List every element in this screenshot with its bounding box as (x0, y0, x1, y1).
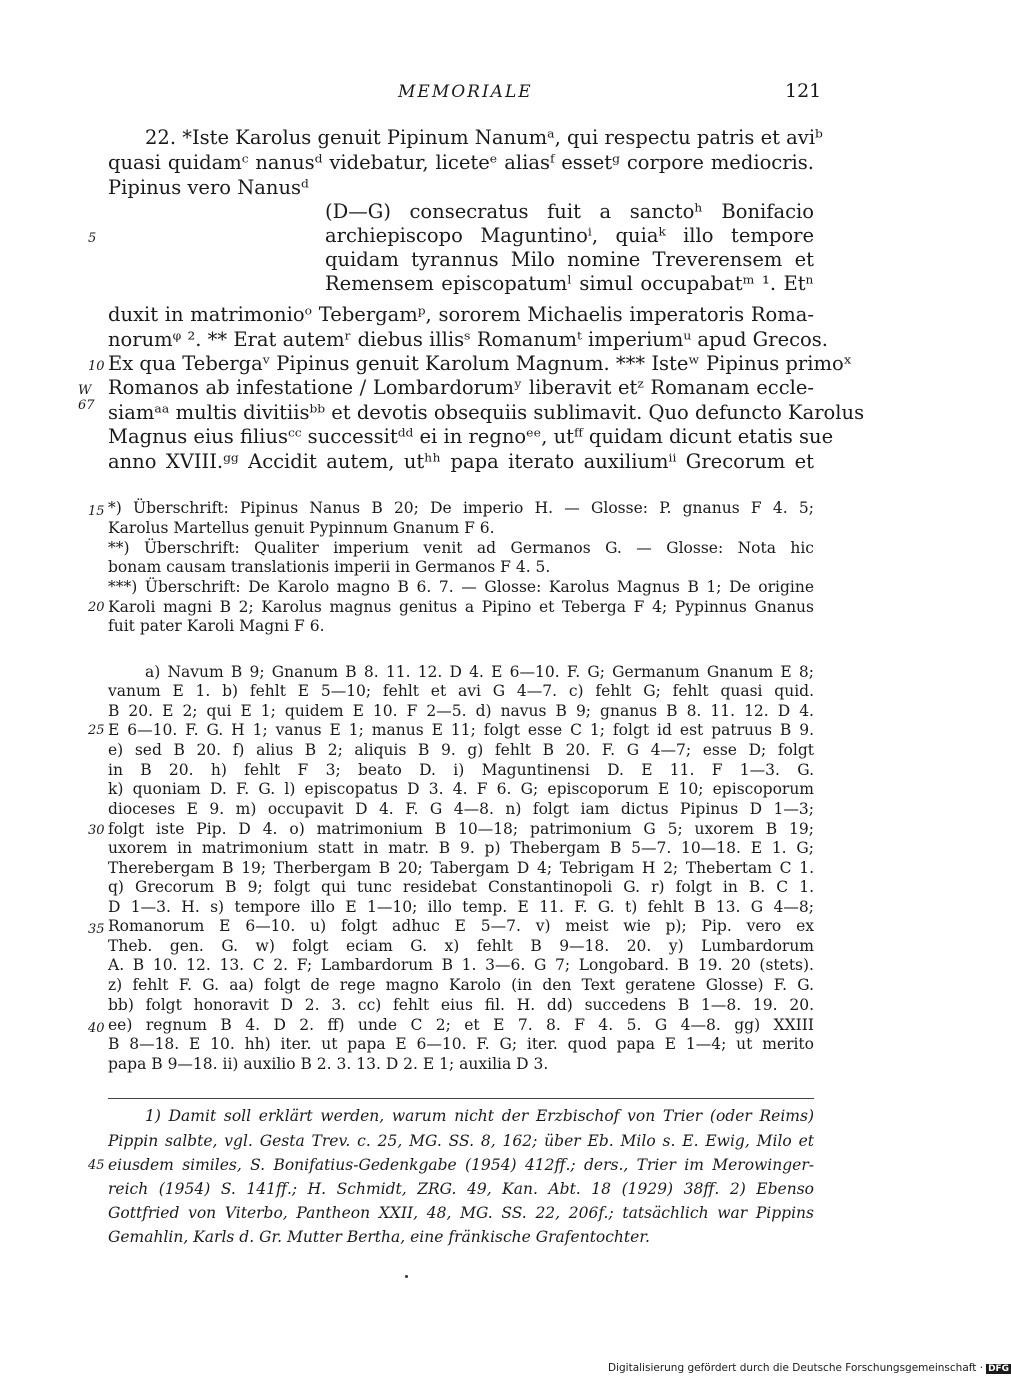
apparatus-line: Romanorum E 6—10. u) folgt adhuc E 5—7. v) meist wie p); Pip. vero ex (108, 917, 814, 935)
apparatus-line: bb) folgt honoravit D 2. 3. cc) fehlt eius fil. H. dd) succedens B 1—8. 19. 20. (108, 996, 814, 1014)
gloss-line: **) Überschrift: Qualiter imperium venit ad Germanos G. — Glosse: Nota hic (108, 539, 814, 557)
apparatus-line: D 1—3. H. s) tempore illo E 1—10; illo temp. E 11. F. G. t) fehlt B 13. G 4—8; (108, 898, 814, 916)
apparatus-line: k) quoniam D. F. G. l) episcopatus D 3. 4. F 6. G; episcoporum E 10; episcoporum (108, 780, 814, 798)
text-line: Pipinus vero Nanusᵈ (108, 176, 309, 199)
footnote-line: Gemahlin, Karls d. Gr. Mutter Bertha, eine fränkische Grafentochter. (108, 1228, 650, 1246)
line-number: 35 (88, 922, 105, 937)
credit-text: Digitalisierung gefördert durch die Deutsche Forschungsgemeinschaft · (608, 1362, 984, 1374)
gloss-line: Karoli magni B 2; Karolus magnus genitus a Pipino et Teberga F 4; Pypinnus Gnanus (108, 598, 814, 616)
text-line: quidam tyrannus Milo nomine Treverensem et (325, 248, 814, 271)
text-line: anno XVIII.ᵍᵍ Accidit autem, utʰʰ papa iterato auxiliumⁱⁱ Grecorum et (108, 450, 814, 473)
apparatus-line: A. B 10. 12. 13. C 2. F; Lambardorum B 1. 3—6. G 7; Longobard. B 19. 20 (stets). (108, 956, 814, 974)
apparatus-line: e) sed B 20. f) alius B 2; aliquis B 9. g) fehlt B 20. F. G 4—7; esse D; folgt (108, 741, 814, 759)
apparatus-line: Therebergam B 19; Therbergam B 20; Tabergam D 4; Tebrigam H 2; Thebertam C 1. (108, 859, 814, 877)
text-line: 22. *Iste Karolus genuit Pipinum Nanumᵃ, qui respectu patris et aviᵇ (145, 126, 823, 149)
footnote-rule (108, 1098, 814, 1099)
apparatus-line: B 20. E 2; qui E 1; quidem E 10. F 2—5. d) navus B 9; gnanus B 8. 11. 12. D 4. (108, 702, 814, 720)
digitization-credit (608, 1362, 1011, 1374)
running-title: MEMORIALE (398, 82, 533, 102)
apparatus-line: papa B 9—18. ii) auxilio B 2. 3. 13. D 2. E 1; auxilia D 3. (108, 1055, 549, 1073)
footnote-line: 1) Damit soll erklärt werden, warum nicht der Erzbischof von Trier (oder Reims) (145, 1107, 814, 1125)
text-line: norumᵠ ². ** Erat autemʳ diebus illisˢ Romanumᵗ imperiumᵘ apud Grecos. (108, 328, 828, 351)
text-line: siamᵃᵃ multis divitiisᵇᵇ et devotis obsequiis sublimavit. Quo defuncto Karolus (108, 401, 865, 424)
line-number: 15 (88, 504, 105, 519)
text-line: Ex qua Tebergaᵛ Pipinus genuit Karolum Magnum. *** Isteʷ Pipinus primoˣ (108, 352, 852, 375)
text-line: archiepiscopo Maguntinoⁱ, quiaᵏ illo tempore (325, 224, 814, 247)
dfg-logo: DFG (988, 1364, 1010, 1374)
footnote-line: eiusdem similes, S. Bonifatius-Gedenkgabe (1954) 412ff.; ders., Trier im Merowinger- (108, 1156, 814, 1174)
line-number: 20 (88, 600, 105, 615)
line-number: 25 (88, 723, 105, 738)
text-line: duxit in matrimonioᵒ Tebergamᵖ, sororem Michaelis imperatoris Roma- (108, 303, 814, 326)
apparatus-line: vanum E 1. b) fehlt E 5—10; fehlt et avi G 4—7. c) fehlt G; fehlt quasi quid. (108, 682, 814, 700)
footnote-line: Pippin salbte, vgl. Gesta Trev. c. 25, MG. SS. 8, 162; über Eb. Milo s. E. Ewig, Milo et (108, 1132, 814, 1150)
gloss-line: *) Überschrift: Pipinus Nanus B 20; De imperio H. — Glosse: P. gnanus F 4. 5; (108, 499, 814, 517)
line-number: 5 (88, 231, 97, 246)
text-line: Romanos ab infestatione / Lombardorumʸ liberavit etᶻ Romanam eccle- (108, 376, 814, 399)
apparatus-line: E 6—10. F. G. H 1; vanus E 1; manus E 11; folgt esse C 1; folgt id est patruus B 9. (108, 721, 814, 739)
text-line: Magnus eius filiusᶜᶜ successitᵈᵈ ei in regnoᵉᵉ, utᶠᶠ quidam dicunt etatis sue (108, 425, 834, 448)
apparatus-line: in B 20. h) fehlt F 3; beato D. i) Maguntinensi D. E 11. F 1—3. G. (108, 761, 814, 779)
gloss-line: fuit pater Karoli Magni F 6. (108, 617, 325, 635)
text-line: Remensem episcopatumˡ simul occupabatᵐ ¹. Etⁿ (325, 272, 814, 295)
apparatus-line: z) fehlt F. G. aa) folgt de rege magno Karolo (in den Text geratene Glosse) F. G. (108, 976, 814, 994)
speck (405, 1275, 408, 1278)
line-number: 45 (88, 1158, 105, 1173)
apparatus-line: ee) regnum B 4. D 2. ff) unde C 2; et E 7. 8. F 4. 5. G 4—8. gg) XXIII (108, 1016, 814, 1034)
gloss-line: ***) Überschrift: De Karolo magno B 6. 7. — Glosse: Karolus Magnus B 1; De origine (108, 578, 814, 596)
apparatus-line: Theb. gen. G. w) folgt eciam G. x) fehlt B 9—18. 20. y) Lumbardorum (108, 937, 814, 955)
apparatus-line: a) Navum B 9; Gnanum B 8. 11. 12. D 4. E 6—10. F. G; Germanum Gnanum E 8; (145, 663, 814, 681)
gloss-line: bonam causam translationis imperii in Germanos F 4. 5. (108, 558, 551, 576)
line-number: 40 (88, 1021, 105, 1036)
text-line: (D—G) consecratus fuit a sanctoʰ Bonifacio (325, 200, 814, 223)
footnote-line: reich (1954) S. 141ff.; H. Schmidt, ZRG. 49, Kan. Abt. 18 (1929) 38ff. 2) Ebenso (108, 1180, 814, 1198)
line-number: W 67 (78, 383, 95, 413)
apparatus-line: dioceses E 9. m) occupavit D 4. F. G 4—8. n) folgt iam dictus Pipinus D 1—3; (108, 800, 814, 818)
apparatus-line: q) Grecorum B 9; folgt qui tunc residebat Constantinopoli G. r) folgt in B. C 1. (108, 878, 814, 896)
page-number: 121 (785, 80, 822, 102)
footnote-line: Gottfried von Viterbo, Pantheon XXII, 48, MG. SS. 22, 206f.; tatsächlich war Pippins (108, 1204, 814, 1222)
line-number: 30 (88, 823, 105, 838)
gloss-line: Karolus Martellus genuit Pypinnum Gnanum F 6. (108, 519, 495, 537)
text-line: quasi quidamᶜ nanusᵈ videbatur, liceteᵉ aliasᶠ essetᵍ corpore mediocris. (108, 151, 814, 174)
apparatus-line: B 8—18. E 10. hh) iter. ut papa E 6—10. F. G; iter. quod papa E 1—4; ut merito (108, 1035, 814, 1053)
line-number: 10 (88, 359, 105, 374)
apparatus-line: folgt iste Pip. D 4. o) matrimonium B 10—18; patrimonium G 5; uxorem B 19; (108, 820, 814, 838)
apparatus-line: uxorem in matrimonium statt in matr. B 9. p) Thebergam B 5—7. 10—18. E 1. G; (108, 839, 814, 857)
